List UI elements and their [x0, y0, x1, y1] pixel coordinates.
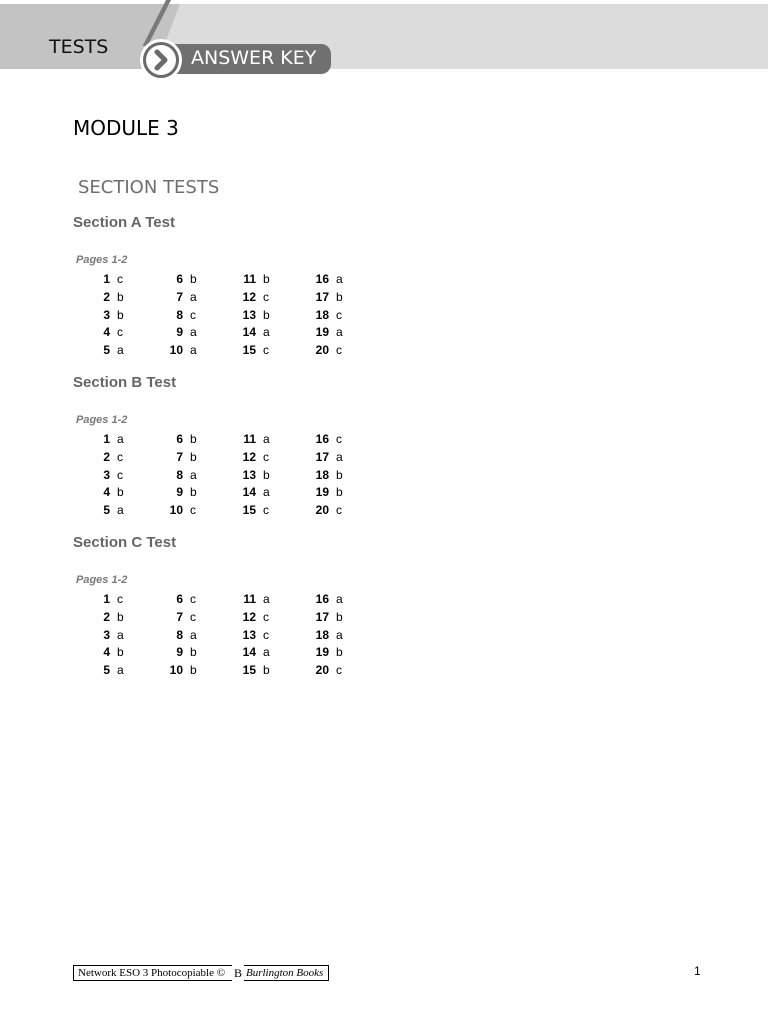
- question-number: 4: [103, 325, 110, 340]
- answer-letter: b: [117, 307, 124, 322]
- answer-letter: c: [263, 343, 269, 357]
- question-number: 17: [315, 289, 329, 304]
- question-number: 11: [243, 272, 256, 286]
- question-number: 16: [315, 272, 329, 286]
- answer-letter: a: [117, 343, 124, 357]
- answer-letter: b: [336, 645, 343, 660]
- answer-letter: a: [190, 343, 197, 357]
- question-number: 10: [169, 503, 183, 517]
- answer-letter: c: [263, 449, 269, 464]
- answer-letter: c: [263, 503, 269, 517]
- question-number: 14: [242, 485, 256, 500]
- answer-letter: c: [336, 503, 342, 517]
- section-block: [0, 534, 768, 677]
- pages-label: Pages 1-2: [76, 254, 128, 266]
- answer-letter: b: [336, 485, 343, 500]
- question-number: 3: [103, 627, 110, 642]
- section-block: [0, 374, 768, 517]
- question-number: 9: [176, 485, 183, 500]
- question-number: 3: [103, 467, 110, 482]
- answer-letter: b: [190, 449, 197, 464]
- answer-letter: c: [117, 325, 123, 340]
- question-number: 2: [103, 449, 110, 464]
- answer-letter: a: [336, 449, 343, 464]
- answer-letter: b: [263, 467, 270, 482]
- answer-letter: a: [190, 467, 197, 482]
- question-number: 20: [315, 343, 329, 357]
- answer-letter: b: [336, 289, 343, 304]
- answer-letter: b: [190, 432, 197, 446]
- question-number: 12: [242, 449, 256, 464]
- question-number: 5: [103, 343, 110, 357]
- answer-letter: c: [263, 627, 269, 642]
- question-number: 4: [103, 645, 110, 660]
- question-number: 15: [242, 663, 256, 677]
- answer-letter: c: [190, 609, 196, 624]
- question-number: 5: [103, 663, 110, 677]
- footer-credit: [73, 965, 329, 981]
- answer-letter: b: [190, 485, 197, 500]
- question-number: 13: [242, 627, 256, 642]
- question-number: 3: [103, 307, 110, 322]
- question-number: 10: [169, 663, 183, 677]
- answer-letter: a: [263, 485, 270, 500]
- answer-letter: b: [117, 289, 124, 304]
- question-number: 17: [315, 609, 329, 624]
- question-number: 7: [176, 449, 183, 464]
- question-number: 1: [103, 592, 110, 606]
- question-number: 18: [315, 467, 329, 482]
- answer-letter: b: [190, 645, 197, 660]
- question-number: 1: [103, 272, 110, 286]
- answer-letter: a: [117, 432, 124, 446]
- page-number: 1: [694, 964, 701, 978]
- question-number: 11: [243, 432, 256, 446]
- question-number: 5: [103, 503, 110, 517]
- answer-letter: c: [117, 592, 123, 606]
- question-number: 19: [315, 485, 329, 500]
- chevron-right-icon: [140, 39, 182, 81]
- answer-letter: a: [263, 325, 270, 340]
- section-block: [0, 214, 768, 357]
- question-number: 2: [103, 609, 110, 624]
- answer-letter: a: [336, 627, 343, 642]
- answer-letter: b: [336, 609, 343, 624]
- question-number: 8: [176, 467, 183, 482]
- question-number: 13: [242, 307, 256, 322]
- answer-key-label: ANSWER KEY: [191, 47, 317, 69]
- answer-letter: b: [190, 663, 197, 677]
- question-number: 8: [176, 627, 183, 642]
- answer-letter: a: [117, 663, 124, 677]
- question-number: 20: [315, 663, 329, 677]
- answer-letter: c: [336, 307, 342, 322]
- footer-left-text: Network ESO 3 Photocopiable ©: [78, 967, 226, 979]
- question-number: 6: [176, 432, 183, 446]
- question-number: 18: [315, 627, 329, 642]
- question-number: 7: [176, 289, 183, 304]
- answer-letter: c: [263, 609, 269, 624]
- answer-letter: a: [263, 592, 270, 606]
- answer-letter: a: [117, 627, 124, 642]
- answer-letter: c: [190, 503, 196, 517]
- pages-label: Pages 1-2: [76, 574, 128, 586]
- question-number: 19: [315, 645, 329, 660]
- question-number: 19: [315, 325, 329, 340]
- question-number: 4: [103, 485, 110, 500]
- answer-letter: b: [190, 272, 197, 286]
- question-number: 13: [242, 467, 256, 482]
- answer-letter: c: [117, 272, 123, 286]
- answer-letter: a: [190, 289, 197, 304]
- module-title: MODULE 3: [73, 116, 179, 140]
- question-number: 9: [176, 645, 183, 660]
- section-tests-heading: SECTION TESTS: [78, 177, 220, 198]
- question-number: 7: [176, 609, 183, 624]
- question-number: 14: [242, 645, 256, 660]
- footer-publisher: Burlington Books: [246, 967, 324, 979]
- answer-letter: b: [336, 467, 343, 482]
- question-number: 10: [169, 343, 183, 357]
- answer-letter: a: [190, 627, 197, 642]
- question-number: 18: [315, 307, 329, 322]
- answer-letter: b: [117, 645, 124, 660]
- question-number: 14: [242, 325, 256, 340]
- answer-letter: c: [336, 432, 342, 446]
- question-number: 15: [242, 343, 256, 357]
- answer-letter: b: [263, 272, 270, 286]
- answer-letter: c: [263, 289, 269, 304]
- answer-letter: a: [117, 503, 124, 517]
- question-number: 9: [176, 325, 183, 340]
- publisher-mark: B: [233, 966, 242, 980]
- answer-letter: c: [336, 663, 342, 677]
- question-number: 16: [315, 592, 329, 606]
- question-number: 12: [242, 289, 256, 304]
- answer-letter: b: [117, 485, 124, 500]
- question-number: 11: [243, 592, 256, 606]
- question-number: 8: [176, 307, 183, 322]
- answer-letter: b: [263, 663, 270, 677]
- answer-letter: a: [263, 432, 270, 446]
- question-number: 6: [176, 592, 183, 606]
- answer-letter: a: [263, 645, 270, 660]
- question-number: 16: [315, 432, 329, 446]
- answer-letter: a: [336, 272, 343, 286]
- answer-letter: c: [336, 343, 342, 357]
- answer-letter: c: [190, 307, 196, 322]
- question-number: 15: [242, 503, 256, 517]
- answer-letter: c: [117, 467, 123, 482]
- answer-letter: a: [336, 592, 343, 606]
- answer-letter: c: [190, 592, 196, 606]
- answer-letter: c: [117, 449, 123, 464]
- question-number: 6: [176, 272, 183, 286]
- answer-letter: a: [190, 325, 197, 340]
- section-title: Section A Test: [73, 214, 175, 231]
- section-title: Section C Test: [73, 534, 177, 551]
- question-number: 2: [103, 289, 110, 304]
- pages-label: Pages 1-2: [76, 414, 128, 426]
- tests-label: TESTS: [49, 36, 109, 58]
- question-number: 17: [315, 449, 329, 464]
- question-number: 1: [103, 432, 110, 446]
- question-number: 20: [315, 503, 329, 517]
- answer-letter: a: [336, 325, 343, 340]
- section-title: Section B Test: [73, 374, 177, 391]
- question-number: 12: [242, 609, 256, 624]
- answer-letter: b: [263, 307, 270, 322]
- answer-letter: b: [117, 609, 124, 624]
